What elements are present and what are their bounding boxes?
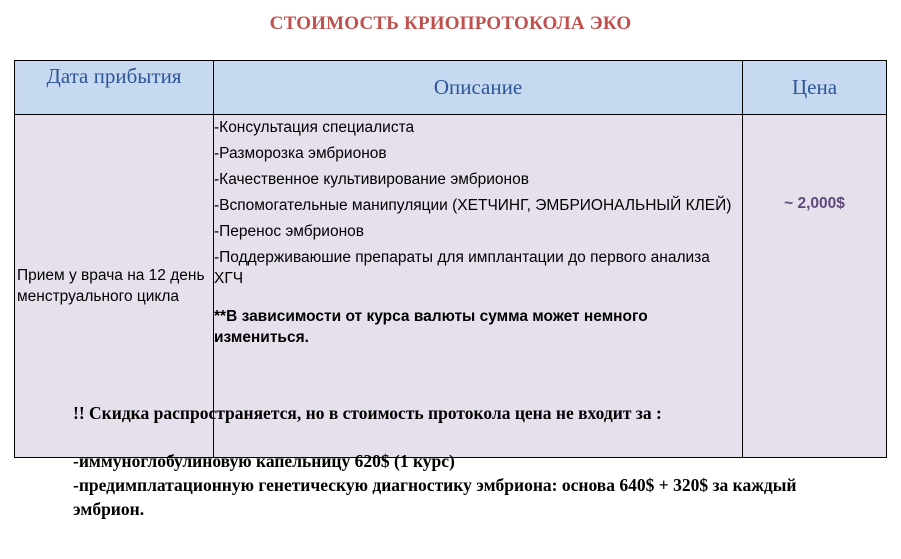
- list-item: -Консультация специалиста: [214, 119, 415, 136]
- list-item: -Разморозка эмбрионов: [214, 145, 387, 162]
- list-item: -Вспомогательные манипуляции (ХЕТЧИНГ, ЭМБРИОНАЛЬНЫЙ КЛЕЙ): [214, 197, 732, 214]
- list-item: -Поддерживаюшие препараты для имплантации до первого анализа ХГЧ: [214, 249, 710, 287]
- price-table: [14, 60, 887, 458]
- cell-price: ~ 2,000$: [743, 115, 887, 458]
- spacer: [73, 425, 863, 449]
- discount-note: !! Скидка распространяется, но в стоимость протокола цена не входит за :: [73, 403, 662, 423]
- header-date: Дата прибытия: [15, 61, 214, 115]
- list-item: -Перенос эмбрионов: [214, 223, 364, 240]
- page-title: СТОИМОСТЬ КРИОПРОТОКОЛА ЭКО: [269, 13, 632, 34]
- exclusion-item: -иммуноглобулиновую капельницу 620$ (1 курс): [73, 451, 455, 471]
- exclusion-item: -предимплатационную генетическую диагностику эмбриона: основа 640$ + 320$ за каждый эмбрион.: [73, 475, 797, 519]
- currency-note: **В зависимости от курса валюты сумма может немного измениться.: [214, 308, 648, 346]
- header-price: Цена: [743, 61, 887, 115]
- header-description: Описание: [214, 61, 743, 115]
- cell-date: Прием у врача на 12 день менструального цикла: [15, 115, 214, 458]
- list-item: -Качественное культивирование эмбрионов: [214, 171, 529, 188]
- table-header-row: [15, 61, 887, 115]
- footer-notes: [73, 401, 863, 521]
